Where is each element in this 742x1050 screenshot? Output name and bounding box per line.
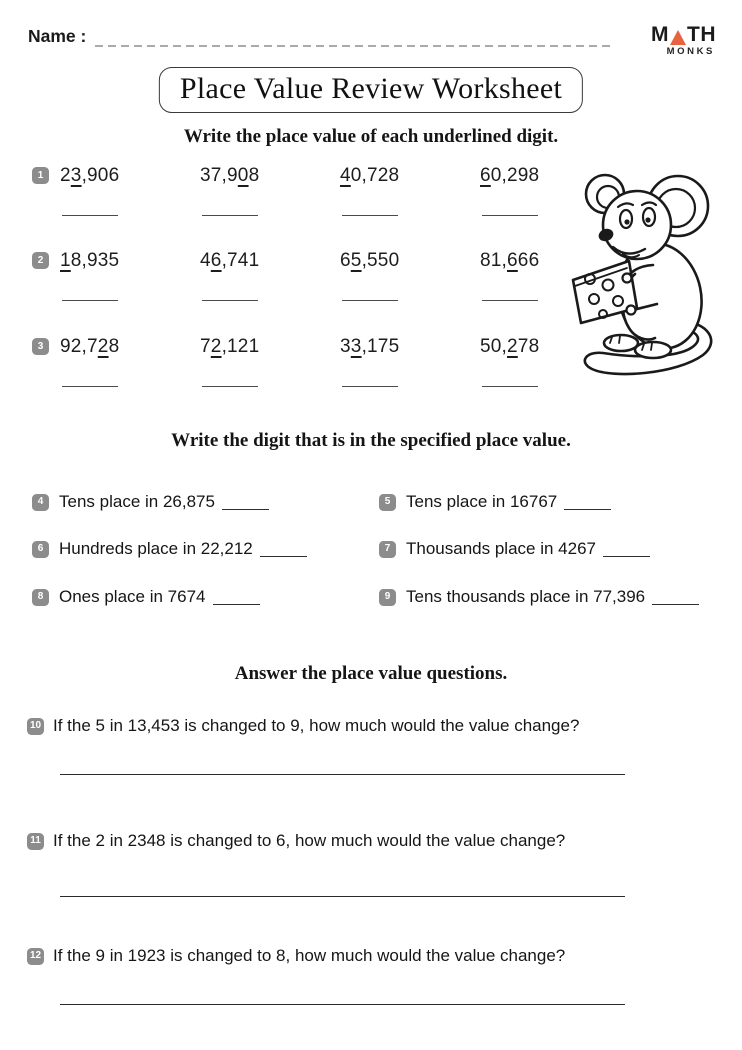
answer-blank[interactable] [603, 542, 650, 557]
answer-blank[interactable] [202, 300, 258, 301]
number-cell [200, 336, 310, 358]
question-number-badge: 5 [379, 494, 396, 511]
name-label: Name : [28, 26, 87, 46]
answer-line[interactable] [60, 896, 625, 897]
question-number-badge: 10 [27, 718, 44, 735]
question-text: If the 5 in 13,453 is changed to 9, how much would the value change? [53, 716, 580, 735]
question-number-badge: 8 [32, 589, 49, 606]
question-text: Hundreds place in 22,212 [59, 539, 253, 558]
section1-heading: Write the place value of each underlined digit. [183, 126, 559, 147]
underlined-number: 18,935 [60, 250, 120, 271]
answer-blank[interactable] [62, 300, 118, 301]
page-title: Place Value Review Worksheet [179, 72, 563, 105]
answer-blank[interactable] [202, 386, 258, 387]
place-value-row [32, 250, 592, 310]
question-number-badge: 3 [32, 338, 49, 355]
logo-th: TH [687, 23, 716, 46]
answer-blank[interactable] [652, 590, 699, 605]
math-monks-logo [651, 24, 716, 57]
question-text: Tens place in 16767 [406, 492, 558, 511]
logo-wordmark [651, 24, 716, 45]
number-cell [340, 336, 450, 358]
question-10 [27, 716, 579, 736]
answer-line[interactable] [60, 1004, 625, 1005]
answer-blank[interactable] [482, 215, 538, 216]
question-11 [27, 831, 565, 851]
question-text: Ones place in 7674 [59, 587, 206, 606]
answer-line[interactable] [60, 774, 625, 775]
answer-blank[interactable] [482, 300, 538, 301]
number-cell [60, 336, 170, 358]
name-row [28, 26, 614, 47]
underlined-number: 46,741 [200, 250, 260, 271]
mouse-cheese-icon [565, 162, 727, 378]
underlined-number: 65,550 [340, 250, 400, 271]
worksheet-title-box [159, 67, 583, 113]
question-text: If the 9 in 1923 is changed to 8, how much would the value change? [53, 946, 566, 965]
question-8 [32, 587, 260, 607]
underlined-number: 33,175 [340, 336, 400, 357]
place-value-row [32, 336, 592, 396]
number-cell [60, 250, 170, 272]
underlined-number: 92,728 [60, 336, 120, 357]
answer-blank[interactable] [213, 590, 260, 605]
question-text: Thousands place in 4267 [406, 539, 596, 558]
answer-blank[interactable] [342, 300, 398, 301]
underlined-number: 23,906 [60, 165, 120, 186]
logo-subtext: MONKS [666, 46, 715, 57]
question-text: Tens place in 26,875 [59, 492, 215, 511]
underlined-number: 72,121 [200, 336, 260, 357]
question-6 [32, 539, 307, 559]
answer-blank[interactable] [62, 386, 118, 387]
question-number-badge: 12 [27, 948, 44, 965]
logo-m: M [651, 23, 669, 46]
answer-blank[interactable] [62, 215, 118, 216]
question-7 [379, 539, 650, 559]
underlined-number: 40,728 [340, 165, 400, 186]
answer-blank[interactable] [202, 215, 258, 216]
question-text: If the 2 in 2348 is changed to 6, how much would the value change? [53, 831, 566, 850]
question-4 [32, 492, 269, 512]
question-number-badge: 9 [379, 589, 396, 606]
underlined-number: 50,278 [480, 336, 540, 357]
number-cell [340, 250, 450, 272]
logo-triangle-icon [670, 30, 686, 45]
name-entry-line[interactable] [95, 27, 614, 47]
question-5 [379, 492, 611, 512]
question-number-badge: 2 [32, 252, 49, 269]
answer-blank[interactable] [482, 386, 538, 387]
answer-blank[interactable] [260, 542, 307, 557]
question-number-badge: 1 [32, 167, 49, 184]
section2-heading: Write the digit that is in the specified place value. [171, 430, 571, 451]
number-cell [200, 165, 310, 187]
number-cell [340, 165, 450, 187]
question-text: Tens thousands place in 77,396 [406, 587, 646, 606]
place-value-row [32, 165, 592, 225]
answer-blank[interactable] [342, 215, 398, 216]
section3-heading: Answer the place value questions. [234, 663, 508, 684]
question-9 [379, 587, 699, 607]
answer-blank[interactable] [342, 386, 398, 387]
underlined-number: 81,666 [480, 250, 540, 271]
question-number-badge: 11 [27, 833, 44, 850]
question-12 [27, 946, 565, 966]
number-cell [60, 165, 170, 187]
question-number-badge: 4 [32, 494, 49, 511]
underlined-number: 37,908 [200, 165, 260, 186]
mouse-cheese-illustration [565, 162, 727, 378]
answer-blank[interactable] [222, 495, 269, 510]
answer-blank[interactable] [564, 495, 611, 510]
question-number-badge: 7 [379, 541, 396, 558]
number-cell [200, 250, 310, 272]
question-number-badge: 6 [32, 541, 49, 558]
underlined-number: 60,298 [480, 165, 540, 186]
